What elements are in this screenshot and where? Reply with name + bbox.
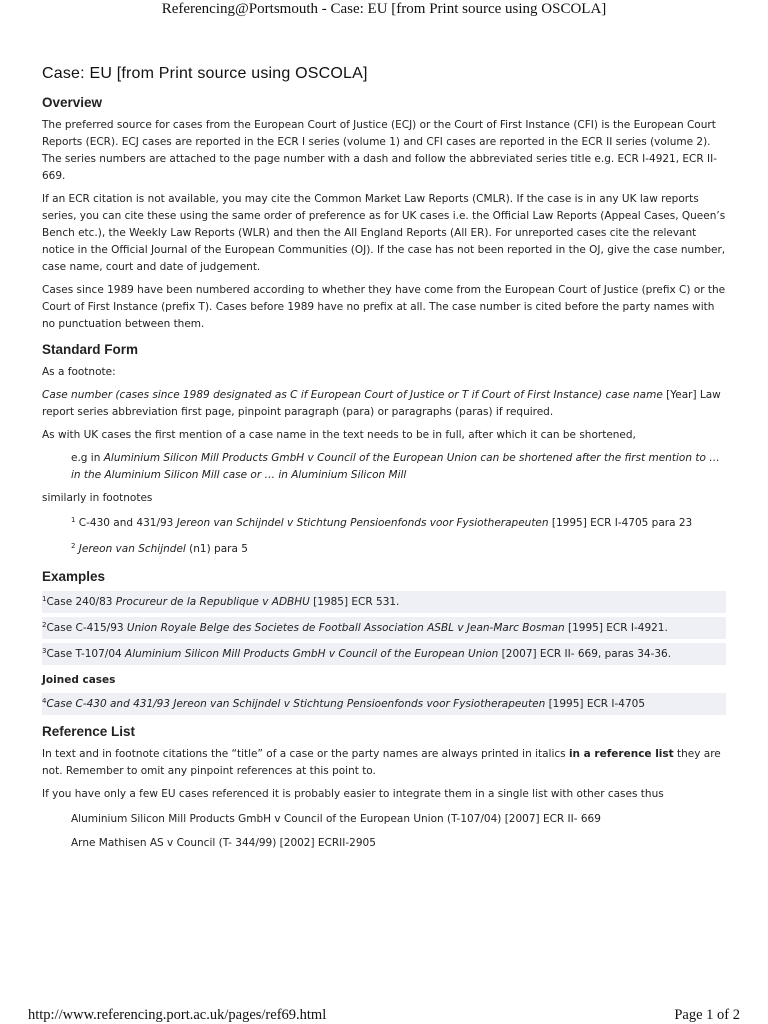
eg-prefix: e.g in: [71, 452, 104, 464]
shorten-example: [71, 450, 726, 484]
ex1-italic: Procureur de la Republique v ADBHU: [115, 596, 310, 608]
footnote-intro: As a footnote:: [42, 366, 116, 378]
ex4-number: 4: [42, 697, 47, 705]
ref-p1-post: they are not. Remember to omit any pinpoint references at this point to.: [42, 748, 721, 777]
ex2-number: 2: [42, 621, 47, 629]
form-rest: [Year] Law report series abbreviation first page, pinpoint paragraph (para) or paragraphs (paras) if required.: [42, 389, 721, 418]
page-number: Page 1 of 2: [674, 1007, 740, 1023]
overview-heading: Overview: [42, 95, 103, 110]
reference-list-item: Aluminium Silicon Mill Products GmbH v Council of the European Union (T-107/04) [2007] ECR II- 669: [71, 813, 601, 825]
ex2-pre: Case C-415/93: [46, 622, 127, 634]
reference-list-item: Arne Mathisen AS v Council (T- 344/99) [2002] ECRII-2905: [71, 837, 376, 849]
ex2-post: [1995] ECR I-4921.: [564, 622, 668, 634]
example-item-1: [42, 591, 726, 613]
form-italic: Case number (cases since 1989 designated as C if European Court of Justice or T if Court of First Instance) case name: [42, 389, 663, 401]
print-footer: [0, 1005, 768, 1024]
reference-list-heading: Reference List: [42, 724, 136, 739]
footnote-example-1: [71, 515, 726, 532]
ex4-post: [1995] ECR I-4705: [545, 698, 646, 710]
example-item-2: [42, 617, 726, 639]
similarly-note: similarly in footnotes: [42, 492, 153, 504]
ex1-post: [1985] ECR 531.: [309, 596, 400, 608]
reference-list-paragraph-1: [42, 746, 726, 780]
overview-paragraph-3: Cases since 1989 have been numbered according to whether they have come from the European Court of Justice (prefix C) or the Court of First Instance (prefix T). Cases before 1989 have no prefix at all. The case number is cited before the party names with no punctuation between them.: [42, 284, 726, 330]
reference-list-paragraph-2: If you have only a few EU cases referenced it is probably easier to integrate them in a single list with other cases thus: [42, 788, 664, 800]
ex1-pre: Case 240/83: [46, 596, 116, 608]
shorten-note: As with UK cases the first mention of a case name in the text needs to be in full, after which it can be shortened,: [42, 429, 636, 441]
ex3-number: 3: [42, 647, 47, 655]
ex2-italic: Union Royale Belge des Societes de Football Association ASBL v Jean-Marc Bosman: [126, 622, 565, 634]
eg-italic: Aluminium Silicon Mill Products GmbH v Council of the European Union can be shortened after the first mention to … in the Aluminium Silicon Mill case or … in Aluminium Silicon Mill: [71, 452, 720, 481]
standard-form-heading: Standard Form: [42, 342, 139, 357]
fn1-pre: C-430 and 431/93: [75, 517, 177, 529]
ref-p1-bold: in a reference list: [568, 748, 674, 760]
print-header: Referencing@Portsmouth - Case: EU [from Print source using OSCOLA]: [161, 1, 607, 17]
fn1-italic: Jereon van Schijndel v Stichtung Pensioenfonds voor Fysiotherapeuten: [176, 517, 549, 529]
fn2-number: 2: [71, 542, 76, 550]
footnote-example-2: [71, 541, 726, 558]
ex1-number: 1: [42, 595, 47, 603]
ex3-post: [2007] ECR II- 669, paras 34-36.: [498, 648, 672, 660]
ex4-italic: Case C-430 and 431/93 Jereon van Schijndel v Stichtung Pensioenfonds voor Fysiotherapeuten: [46, 698, 546, 710]
ex3-italic: Aluminium Silicon Mill Products GmbH v Council of the European Union: [125, 648, 499, 660]
standard-form-pattern: [42, 387, 726, 421]
overview-paragraph-2: If an ECR citation is not available, you may cite the Common Market Law Reports (CMLR). If the case is in any UK law reports series, you can cite these using the same order of preference as for UK cases i.e. the Official Law Reports (Appeal Cases, Queen’s Bench etc.), the Weekly Law Reports (WLR) and then the All England Reports (All ER). For unreported cases cite the relevant notice in the Official Journal of the European Communities (OJ). If the case has not been reported in the OJ, give the case number, case name, court and date of judgement.: [42, 193, 726, 273]
fn2-italic: Jereon van Schijndel: [75, 543, 186, 555]
fn1-post: [1995] ECR I-4705 para 23: [548, 517, 693, 529]
joined-label: Joined cases: [42, 674, 116, 686]
overview-paragraph-1: The preferred source for cases from the European Court of Justice (ECJ) or the Court of First Instance (CFI) is the European Court Reports (ECR). ECJ cases are reported in the ECR I series (volume 1) and CFI cases are reported in the ECR II series (volume 2). The series numbers are attached to the page number with a dash and follow the abbreviated series title e.g. ECR I-4921, ECR II-669.: [42, 119, 717, 182]
ex3-pre: Case T-107/04: [46, 648, 126, 660]
ref-p1-pre: In text and in footnote citations the “title” of a case or the party names are always printed in italics: [42, 748, 569, 760]
example-item-3: [42, 643, 726, 665]
example-item-4: [42, 693, 726, 715]
joined-cases-label: [42, 669, 726, 693]
examples-heading: Examples: [42, 569, 106, 584]
page-title: Case: EU [from Print source using OSCOLA]: [42, 65, 368, 82]
footer-url: http://www.referencing.port.ac.uk/pages/ref69.html: [28, 1007, 327, 1023]
fn1-number: 1: [71, 516, 76, 524]
fn2-post: (n1) para 5: [185, 543, 248, 555]
page-content: [42, 64, 726, 859]
